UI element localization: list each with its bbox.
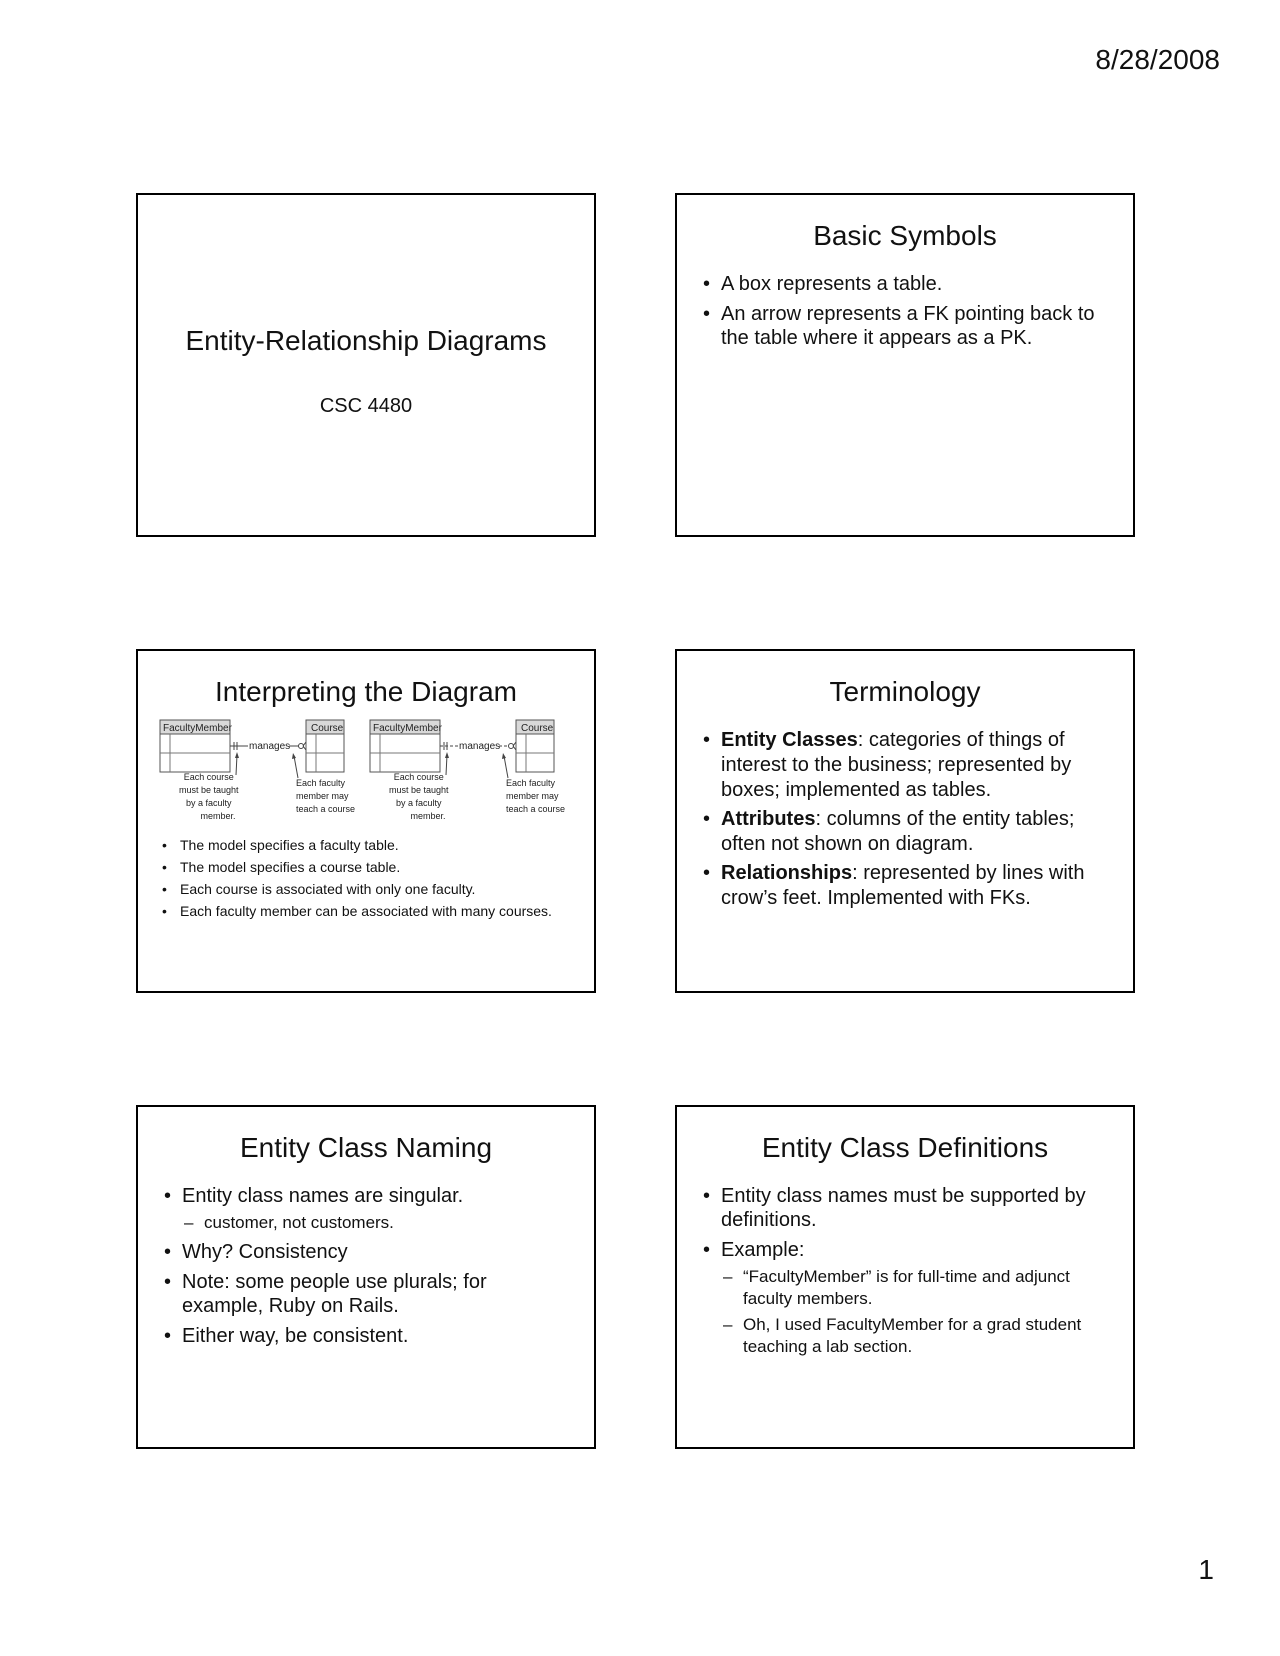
slide-2-bullets	[677, 272, 1133, 350]
bullet-item	[703, 861, 1111, 911]
relationship-label: manages	[249, 740, 291, 752]
bullet-item: • The model specifies a faculty table.	[162, 836, 572, 854]
diagram-note-course: Each course must be taught by a faculty member.	[388, 771, 449, 821]
entity-label: FacultyMember	[373, 722, 442, 734]
slide-basic-symbols	[675, 193, 1135, 537]
slide-5-title: Entity Class Naming	[239, 1132, 493, 1163]
slide-2-title: Basic Symbols	[813, 220, 997, 251]
bullet-item: • An arrow represents a FK pointing back to the table where it appears as a PK.	[703, 302, 1111, 350]
diagram-note-course: Each course must be taught by a faculty member.	[178, 771, 239, 821]
term-label: Entity Classes	[721, 728, 858, 751]
bullet-item: • Each faculty member can be associated with many courses.	[162, 902, 572, 920]
slide-3-bullets	[138, 836, 594, 920]
bullet-item: • Entity class names must be supported by definitions.	[703, 1184, 1111, 1232]
slide-entity-class-definitions	[675, 1105, 1135, 1449]
er-diagram-left	[160, 720, 355, 821]
slide-title-page	[136, 193, 596, 537]
bullet-item: • The model specifies a course table.	[162, 858, 572, 876]
slide-terminology	[675, 649, 1135, 993]
sub-bullet-item: – customer, not customers.	[184, 1212, 572, 1234]
bullet-text: Entity class names are singular.	[182, 1184, 464, 1207]
er-diagram	[158, 718, 578, 830]
slide-entity-class-naming	[136, 1105, 596, 1449]
er-diagram-right	[370, 720, 565, 821]
term-definition: : columns of the entity tables; often not shown on diagram.	[721, 807, 1075, 855]
bullet-item: • Either way, be consistent.	[164, 1324, 572, 1348]
bullet-item: • A box represents a table.	[703, 272, 1111, 296]
bullet-text: Example:	[721, 1238, 805, 1261]
bullet-item: • Note: some people use plurals; for example, Ruby on Rails.	[164, 1270, 572, 1318]
slide-5-bullets	[138, 1184, 594, 1348]
sub-bullets	[721, 1266, 1111, 1358]
term-definition: : categories of things of interest to the business; represented by boxes; implemented as tables.	[721, 728, 1072, 801]
slide-1-subtitle: CSC 4480	[319, 395, 413, 417]
bullet-item	[703, 807, 1111, 857]
relationship-label: manages	[459, 740, 501, 752]
slide-4-bullets	[677, 728, 1133, 911]
entity-label: FacultyMember	[163, 722, 232, 734]
diagram-note-faculty: Each faculty member may teach a course	[506, 777, 566, 814]
entity-label: Course	[521, 722, 554, 734]
term-label: Attributes	[721, 807, 816, 830]
bullet-item	[164, 1184, 572, 1234]
slide-6-bullets	[677, 1184, 1133, 1358]
bullet-item	[703, 1238, 1111, 1358]
slide-1-title: Entity-Relationship Diagrams	[185, 325, 547, 356]
slide-4-title: Terminology	[829, 676, 981, 707]
page-number: 1	[1198, 1554, 1214, 1585]
bullet-item: • Each course is associated with only one faculty.	[162, 880, 572, 898]
bullet-item	[703, 728, 1111, 803]
entity-label: Course	[311, 722, 344, 734]
term-definition: : represented by lines with crow’s feet. Implemented with FKs.	[721, 861, 1085, 909]
slide-interpreting-diagram	[136, 649, 596, 993]
bullet-item: • Why? Consistency	[164, 1240, 572, 1264]
sub-bullets	[182, 1212, 572, 1234]
diagram-note-faculty: Each faculty member may teach a course	[296, 777, 356, 814]
slide-6-title: Entity Class Definitions	[761, 1132, 1049, 1163]
sub-bullet-item: – Oh, I used FacultyMember for a grad student teaching a lab section.	[723, 1314, 1111, 1358]
sub-bullet-item: – “FacultyMember” is for full-time and adjunct faculty members.	[723, 1266, 1111, 1310]
term-label: Relationships	[721, 861, 853, 884]
slide-3-title: Interpreting the Diagram	[215, 676, 517, 707]
header-date: 8/28/2008	[1095, 44, 1220, 75]
